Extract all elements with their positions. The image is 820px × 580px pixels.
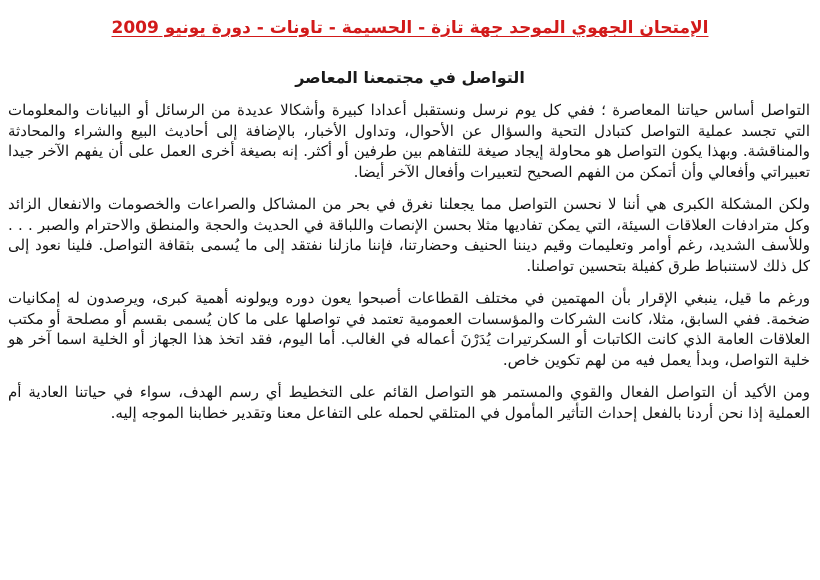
paragraph-3: ورغم ما قيل، ينبغي الإقرار بأن المهتمين في مختلف القطاعات أصبحوا يعون دوره ويولونه أهمية كبرى، ويرصدون له إمكانيات ضخمة. ففي السابق، مثلا، كانت الشركات والمؤسسات العمومية تعتمد في تواصلها على ما كان يُسمى بقسم أو مصلحة أو مكتب العلاقات العامة الذي كانت الكاتبات أو السكرتيرات يُدَرْنَ أعماله في الغالب. أما اليوم، فقد اتخذ هذا الجهاز أو الخلية اسما آخر هو خلية التواصل، وبدأ يعمل فيه من لهم تكوين خاص. <box>8 289 810 369</box>
exam-header-text: الإمتحان الجهوي الموحد جهة تازة - الحسيمة - تاونات - دورة يونيو 2009 <box>111 18 709 38</box>
text-title: التواصل في مجتمعنا المعاصر <box>295 68 525 87</box>
paragraph-4: ومن الأكيد أن التواصل الفعال والقوي والمستمر هو التواصل القائم على التخطيط أي رسم الهدف، سواء في حياتنا العادية أم العملية إذا نحن أردنا بالفعل إحداث التأثير المأمول في المتلقي لحمله على التفاعل معنا وتقدير خطابنا الموجه إليه. <box>8 383 810 422</box>
text-body <box>8 100 810 435</box>
exam-header <box>0 18 820 38</box>
paragraph-1: التواصل أساس حياتنا المعاصرة ؛ ففي كل يوم نرسل ونستقبل أعدادا كبيرة وأشكالا عديدة من الرسائل أو البيانات والمعلومات التي تجسد عملية التواصل كتبادل التحية والسؤال عن الأحوال، وتداول الأخبار، بالإضافة إلى أحاديث البيع والشراء والمحادثة والمناقشة. وبهذا يكون التواصل هو محاولة إيجاد صيغة للتفاهم بين طرفين أو أكثر. إنه بصيغة أخرى العمل على أن يفهم الآخر جيدا تعبيراتي وأفعالي وأن أتمكن من الفهم الصحيح لتعبيرات وأفعال الآخر أيضا. <box>8 101 810 181</box>
paragraph-2: ولكن المشكلة الكبرى هي أننا لا نحسن التواصل مما يجعلنا نغرق في بحر من المشاكل والصراعات والخصومات والانفعال الزائد وكل مترادفات العلاقات السيئة، التي يمكن تفاديها مثلا بحسن الإنصات واللباقة في الحديث والحجة والمنطق والاحترام والصبر . . . وللأسف الشديد، رغم أوامر وتعليمات وقيم ديننا الحنيف وحضارتنا، فإننا مازلنا نفتقد إلى ما يُسمى بثقافة التواصل. فلينا نعود إلى كل ذلك لاستنباط طرق كفيلة بتحسين تواصلنا. <box>8 195 810 275</box>
